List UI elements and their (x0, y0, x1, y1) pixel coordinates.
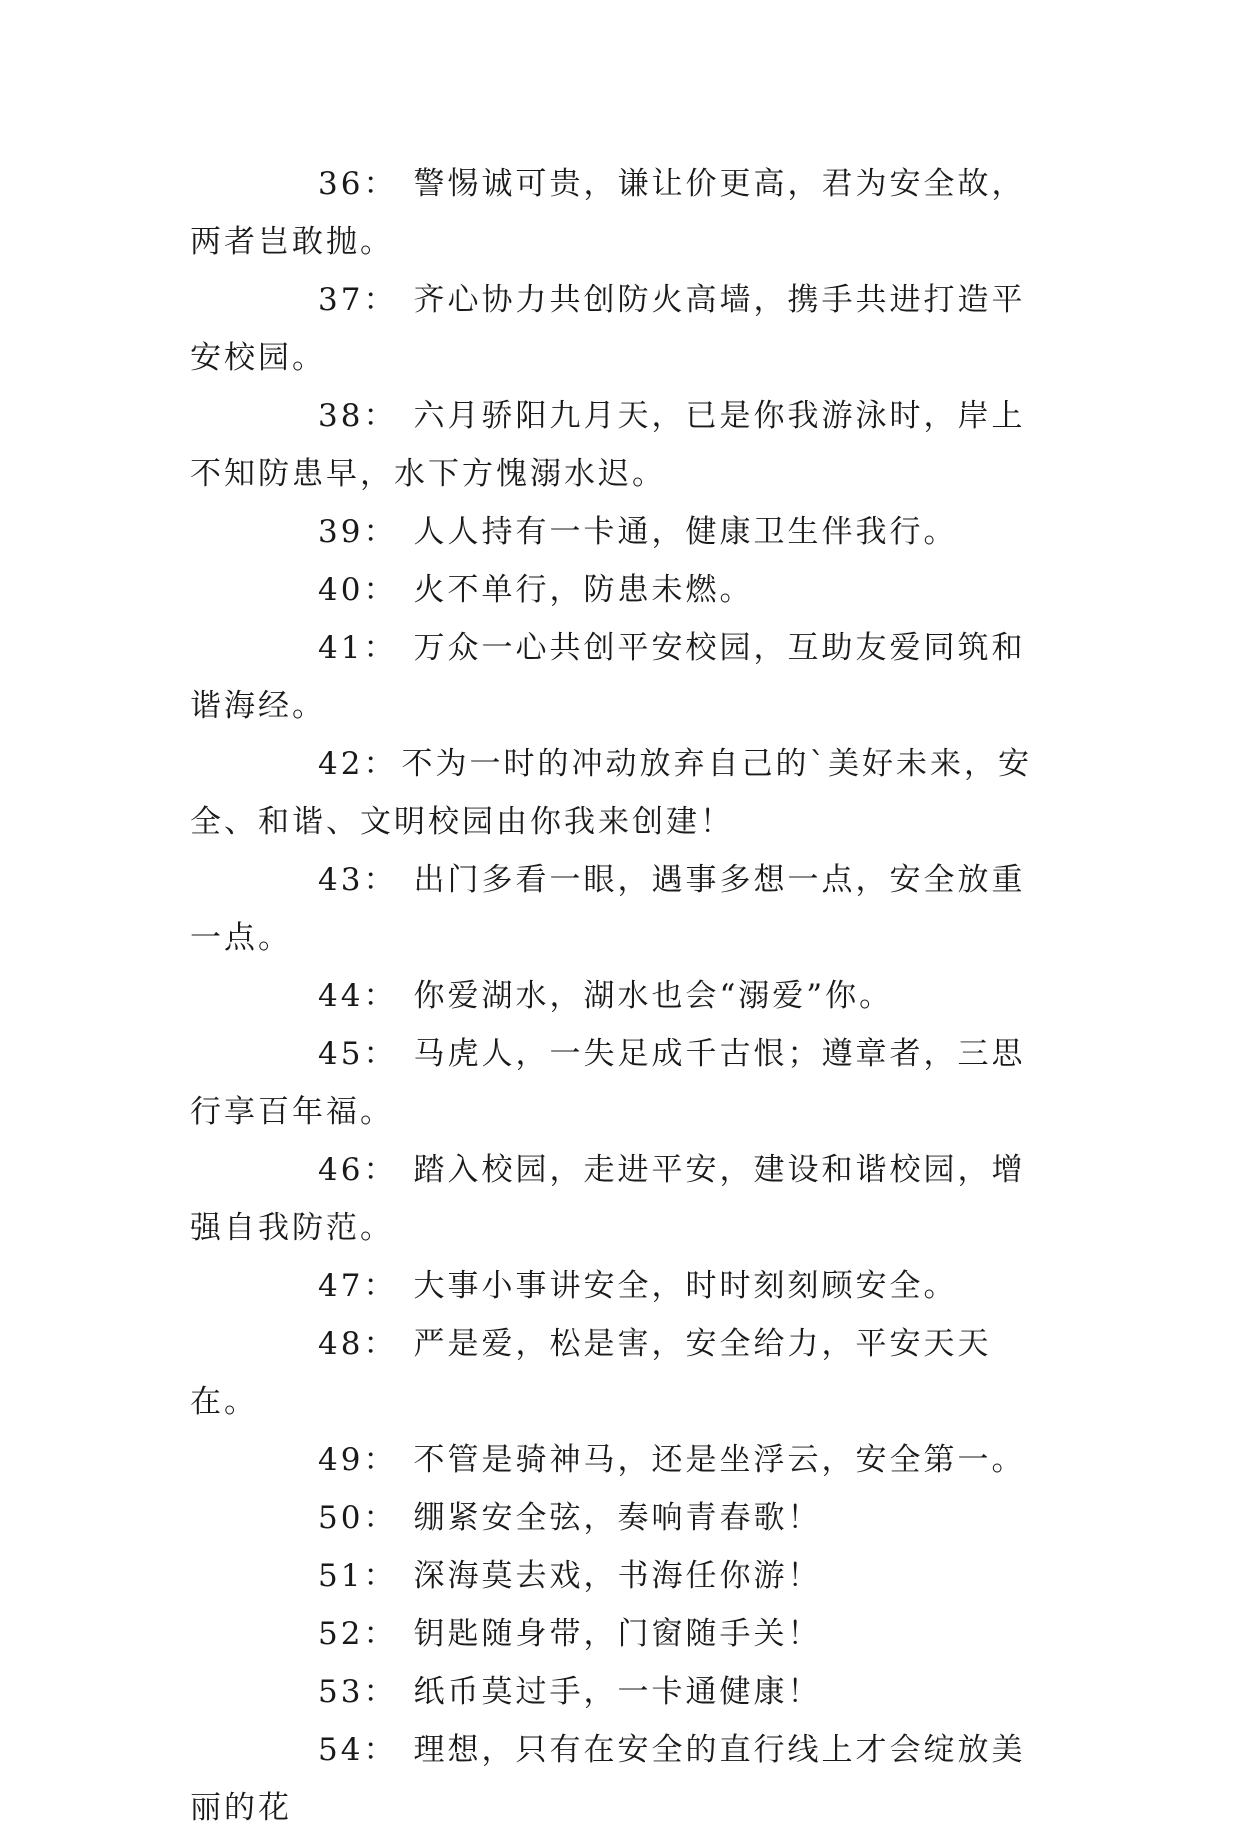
entry-text: 踏入校园，走进平安，建设和谐校园，增强自我防范。 (190, 1152, 1026, 1246)
slogan-entry-40 (190, 561, 1050, 619)
entry-text: 严是爱，松是害，安全给力，平安天天在。 (190, 1326, 992, 1420)
entry-text: 马虎人，一失足成千古恨；遵章者，三思行享百年福。 (190, 1036, 1026, 1130)
slogan-entry-43 (190, 851, 1050, 967)
entry-text: 警惕诚可贵，谦让价更高，君为安全故，两者岂敢抛。 (190, 166, 1026, 260)
entry-number: 40： (318, 572, 398, 608)
slogan-entry-38 (190, 387, 1050, 503)
entry-number: 49： (318, 1442, 398, 1478)
slogan-entry-36 (190, 155, 1050, 271)
entry-text: 万众一心共创平安校园，互助友爱同筑和谐海经。 (190, 630, 1026, 724)
entry-number: 43： (318, 862, 398, 898)
slogan-entry-37 (190, 271, 1050, 387)
entry-text: 纸币莫过手，一卡通健康！ (413, 1674, 822, 1710)
document-body (190, 155, 1050, 1837)
entry-number: 53： (318, 1674, 398, 1710)
entry-number: 36： (318, 166, 398, 202)
entry-number: 52： (318, 1616, 398, 1652)
entry-text: 深海莫去戏，书海任你游！ (413, 1558, 822, 1594)
slogan-entry-44 (190, 967, 1050, 1025)
slogan-entry-42 (190, 735, 1050, 851)
slogan-entry-52 (190, 1605, 1050, 1663)
slogan-entry-50 (190, 1489, 1050, 1547)
entry-number: 47： (318, 1268, 398, 1304)
entry-number: 46： (318, 1152, 398, 1188)
slogan-entry-41 (190, 619, 1050, 735)
entry-number: 45： (318, 1036, 398, 1072)
entry-number: 54： (318, 1732, 398, 1768)
entry-number: 41： (318, 630, 398, 666)
entry-text: 大事小事讲安全，时时刻刻顾安全。 (413, 1268, 958, 1304)
entry-number: 37： (318, 282, 398, 318)
slogan-entry-53 (190, 1663, 1050, 1721)
slogan-entry-54 (190, 1721, 1050, 1837)
entry-number: 39： (318, 514, 398, 550)
entry-text: 出门多看一眼，遇事多想一点，安全放重一点。 (190, 862, 1026, 956)
entry-number: 51： (318, 1558, 398, 1594)
entry-text: 不为一时的冲动放弃自己的`美好未来，安全、和谐、文明校园由你我来创建！ (190, 746, 1032, 840)
slogan-entry-47 (190, 1257, 1050, 1315)
entry-text: 齐心协力共创防火高墙，携手共进打造平安校园。 (190, 282, 1026, 376)
slogan-entry-45 (190, 1025, 1050, 1141)
slogan-entry-39 (190, 503, 1050, 561)
entry-text: 人人持有一卡通，健康卫生伴我行。 (413, 514, 958, 550)
entry-number: 42： (318, 746, 398, 782)
entry-text: 火不单行，防患未燃。 (413, 572, 754, 608)
slogan-entry-51 (190, 1547, 1050, 1605)
entry-text: 你爱湖水，湖水也会“溺爱”你。 (413, 978, 894, 1014)
entry-number: 44： (318, 978, 398, 1014)
entry-text: 理想，只有在安全的直行线上才会绽放美丽的花 (190, 1732, 1026, 1826)
entry-text: 不管是骑神马，还是坐浮云，安全第一。 (413, 1442, 1026, 1478)
slogan-entry-49 (190, 1431, 1050, 1489)
entry-text: 钥匙随身带，门窗随手关！ (413, 1616, 822, 1652)
slogan-entry-48 (190, 1315, 1050, 1431)
entry-text: 六月骄阳九月天，已是你我游泳时，岸上不知防患早，水下方愧溺水迟。 (190, 398, 1026, 492)
entry-number: 38： (318, 398, 398, 434)
slogan-entry-46 (190, 1141, 1050, 1257)
entry-number: 48： (318, 1326, 398, 1362)
entry-text: 绷紧安全弦，奏响青春歌！ (413, 1500, 822, 1536)
entry-number: 50： (318, 1500, 398, 1536)
